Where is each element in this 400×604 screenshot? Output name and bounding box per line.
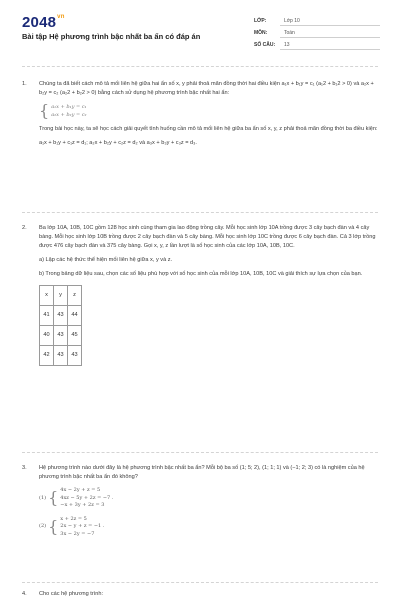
equation-system-2: (2) { x + 2z = 5 2x − y + z = −1 . 3x − 2y = −7 (39, 515, 105, 537)
table-row (40, 326, 82, 346)
equation-line: −x + 3y + 2z = 3 (60, 502, 105, 508)
site-logo[interactable]: $2048^{vn}$ (22, 14, 65, 31)
question-2 (22, 224, 378, 366)
document-title: Bài tập Hệ phương trình bậc nhất ba ẩn có đáp án (22, 32, 201, 41)
meta-class-label: LỚP: (254, 18, 267, 24)
equation-line: x + 2z = 5 (60, 515, 87, 522)
table-cell: 40 (40, 326, 54, 346)
equation-line: a₂x + b₂y = c₂ (51, 112, 87, 118)
question-1 (22, 80, 378, 153)
question-part-b: b) Trong bảng dữ liệu sau, chọn các số liệu phù hợp với số học sinh của mỗi lớp 10A, 10B, 10C và giải thích sự lựa chọn của bạn. (39, 271, 363, 277)
divider (22, 212, 378, 213)
table-row (40, 286, 82, 306)
question-number: 4. (22, 591, 27, 597)
question-number: 3. (22, 465, 27, 471)
equation-line: 4xz − 5y + 2z = −7 . (60, 494, 114, 501)
table-row (40, 346, 82, 366)
equation-line: a₁x + b₁y = c₁ (51, 104, 87, 110)
equation-line: 4x − 2y + z = 5 (60, 487, 101, 493)
divider (22, 66, 378, 67)
question-text: Chúng ta đã biết cách mô tả mối liên hệ giữa hai ẩn số x, y phải thoả mãn đồng thời hai điều kiện a₁x + b₁y = c₁ (a₁2 + b₁2 > 0) và a₂x + b₂y = c₂ (a₂2 + b₂2 > 0) bằng cách sử dụng hệ phương trình bậc nhất hai ẩn: (39, 81, 374, 96)
question-part-a: a) Lập các hệ thức thể hiện mối liên hệ giữa x, y và z. (39, 257, 173, 263)
question-number: 1. (22, 81, 27, 87)
question-text: Cho các hệ phương trình: (39, 591, 104, 597)
table-cell: y (54, 286, 68, 306)
question-4 (22, 590, 378, 604)
table-cell: 41 (40, 306, 54, 326)
meta-subject-label: MÔN: (254, 30, 268, 36)
equation-system: { a₁x + b₁y = c₁ a₂x + b₂y = c₂ (39, 101, 87, 120)
table-cell: 42 (40, 346, 54, 366)
question-text: Ba lớp 10A, 10B, 10C gồm 128 học sinh cùng tham gia lao động trồng cây. Mỗi học sinh lớp 10A trồng được 3 cây bạch đàn và 4 cây bàng. Mỗi học sinh lớp 10B trồng được 2 cây bạch đàn và 5 cây bàng. Mỗi học sinh lớp 10C trồng được 6 cây bạch đàn. Cả 3 lớp trồng được 476 cây bạch đàn và 375 cây bàng. Gọi x, y, z lần lượt là số học sinh của các lớp 10A, 10B, 10C. (39, 225, 376, 249)
equation-system-1: (1) { 4x − 2y + z = 5 4xz − 5y + 2z = −7 . −x + 3y + 2z = 3 (39, 487, 114, 508)
meta-count-label: SỐ CÂU: (254, 42, 276, 48)
data-table (39, 285, 82, 366)
question-3 (22, 464, 378, 544)
divider (22, 582, 378, 583)
table-cell: z (68, 286, 82, 306)
question-text: a₁x + b₁y + c₁z = d₁; a₂x + b₂y + c₂z = d₂ và a₃x + b₃y + c₃z = d₃. (39, 140, 197, 146)
meta-class-value: Lớp 10 (284, 18, 300, 24)
question-text: Hệ phương trình nào dưới đây là hệ phương trình bậc nhất ba ẩn? Mỗi bộ ba số (1; 5; 2), (1; 1; 1) và (−1; 2; 3) có là nghiệm của hệ phương trình bậc nhất ba ẩn đó không? (39, 465, 365, 480)
question-number: 2. (22, 225, 27, 231)
page-header (0, 0, 400, 62)
equation-line: 3x − 2y = −7 (60, 530, 95, 537)
meta-subject-value: Toán (284, 30, 295, 36)
system-label: (1) (39, 494, 47, 501)
table-row (40, 306, 82, 326)
table-cell: 43 (54, 346, 68, 366)
logo-suffix: vn (57, 14, 65, 20)
meta-count-value: 13 (284, 42, 290, 48)
table-cell: x (40, 286, 54, 306)
divider (22, 452, 378, 453)
table-cell: 45 (68, 326, 82, 346)
equation-line: 2x − y + z = −1 . (60, 523, 105, 529)
system-label: (2) (39, 523, 47, 529)
question-text: Trong bài học này, ta sẽ học cách giải quyết tình huống cần mô tả mối liên hệ giữa ba ẩn số x, y, z phải thoả mãn đồng thời ba điều kiện: (39, 126, 378, 132)
table-cell: 43 (54, 326, 68, 346)
table-cell: 43 (54, 306, 68, 326)
table-cell: 44 (68, 306, 82, 326)
table-cell: 43 (68, 346, 82, 366)
